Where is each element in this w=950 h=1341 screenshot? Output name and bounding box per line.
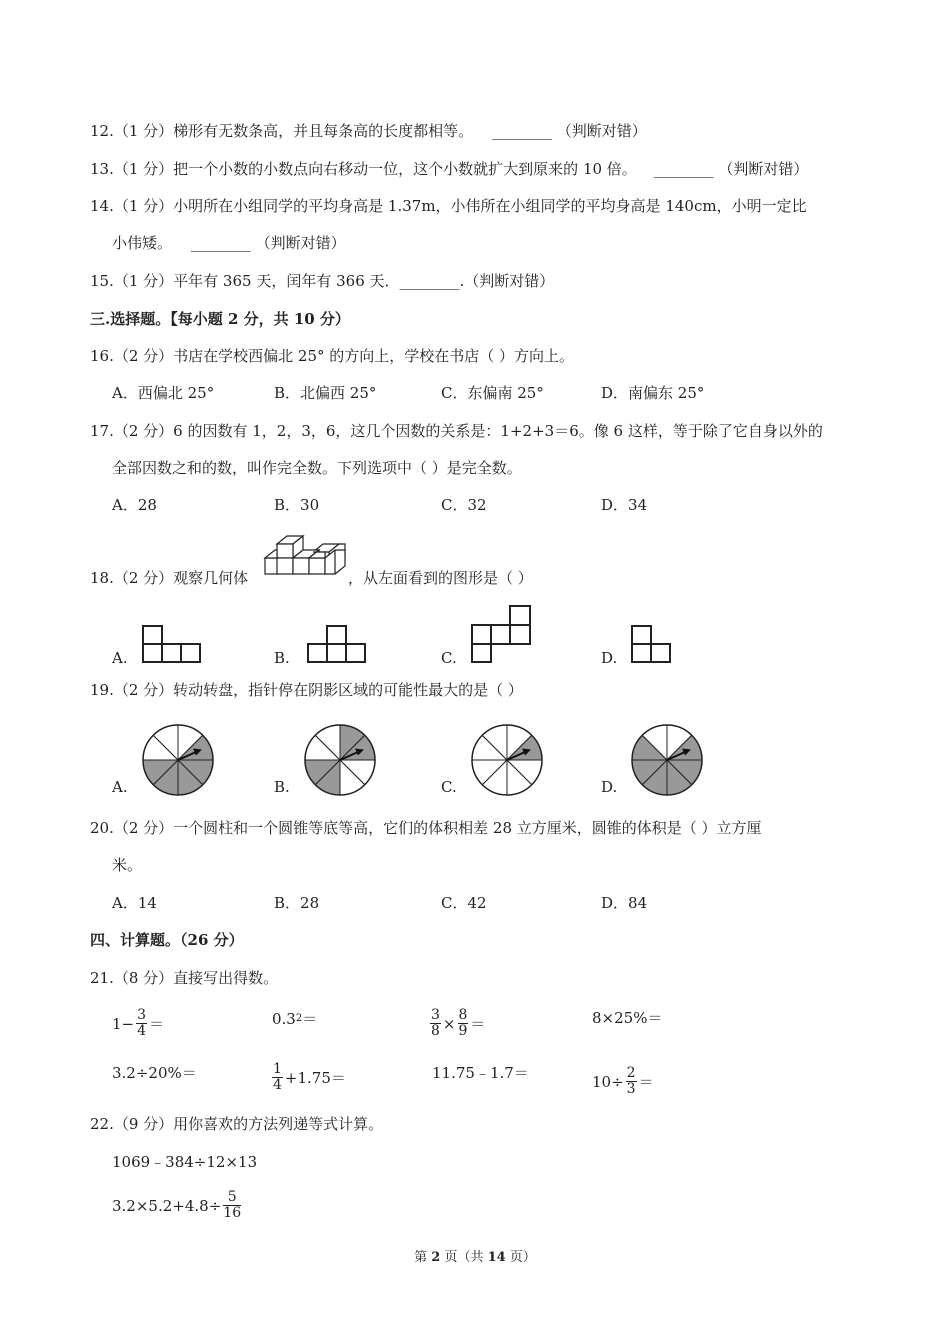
q21-e8-den: 3 (626, 1081, 636, 1097)
q15-text: 15.（1 分）平年有 365 天，闰年有 366 天． (90, 272, 400, 290)
q21-e3-frac1 (430, 1008, 441, 1039)
q20-option-d[interactable]: D．84 (601, 894, 648, 912)
q12-tail: （判断对错） (556, 122, 647, 140)
q21-expr-1 (112, 1008, 164, 1039)
section4-heading: 四、计算题。（26 分） (90, 931, 244, 949)
q14-blank: ________ (190, 234, 251, 252)
q21-expr-2 (272, 1008, 317, 1029)
q17-option-c[interactable]: C．32 (441, 496, 487, 514)
q20-line1: 20.（2 分）一个圆柱和一个圆锥等底等高，它们的体积相差 28 立方厘米，圆锥的体积是（ ）立方厘 (90, 819, 762, 837)
q16-option-b[interactable]: B．北偏西 25° (274, 384, 377, 402)
q17-option-d[interactable]: D．34 (601, 496, 648, 514)
q15-tail: .（判断对错） (459, 272, 555, 290)
q22-e2-den: 16 (223, 1205, 242, 1221)
section3-heading: 三.选择题。【每小题 2 分，共 10 分） (90, 310, 350, 328)
q18-view-b (306, 624, 368, 664)
q21-expr-7: 11.75﹣1.7＝ (432, 1064, 529, 1082)
q18-suffix: ，从左面看到的图形是（ ） (348, 569, 533, 587)
q21-e6-num: 1 (273, 1061, 282, 1077)
q18-option-c[interactable]: C. (441, 649, 457, 667)
q18-option-a[interactable]: A. (112, 649, 128, 667)
q21-e3-d2: 9 (458, 1023, 468, 1039)
q17-line1: 17.（2 分）6 的因数有 1，2，3，6，这几个因数的关系是：1+2+3＝6。像 6 这样，等于除了它自身以外的 (90, 422, 823, 440)
q20-line2: 米。 (112, 856, 143, 874)
footer-total: 14 (487, 1250, 506, 1265)
q16-option-d[interactable]: D．南偏东 25° (601, 384, 705, 402)
q21-e6-post: +1.75＝ (284, 1069, 346, 1087)
footer-page: 2 (431, 1250, 441, 1265)
q21-expr-4: 8×25%＝ (592, 1009, 663, 1027)
q21-expr-3 (428, 1008, 485, 1039)
q18-option-b[interactable]: B. (274, 649, 290, 667)
q21-expr-5: 3.2÷20%＝ (112, 1064, 197, 1082)
page-footer (0, 1246, 950, 1265)
q21-expr-8 (592, 1066, 654, 1097)
q21-expr-6 (270, 1062, 346, 1093)
q22-expr-2 (112, 1190, 243, 1221)
q12-text: 12.（1 分）梯形有无数条高，并且每条高的长度都相等。 (90, 122, 474, 140)
q20-option-b[interactable]: B．28 (274, 894, 320, 912)
q13-blank: ________ (653, 160, 714, 178)
q18-view-d (630, 624, 674, 664)
q16-option-c[interactable]: C．东偏南 25° (441, 384, 544, 402)
q22-e2-frac (223, 1190, 241, 1221)
footer-pre: 第 (414, 1250, 432, 1265)
footer-post: 页） (505, 1250, 536, 1265)
q19-spinner-b (302, 722, 378, 798)
q19-option-c[interactable]: C. (441, 778, 457, 796)
q17-line2: 全部因数之和的数，叫作完全数。下列选项中（ ）是完全数。 (112, 459, 522, 477)
q19-spinner-a (140, 722, 216, 798)
q15-blank: ________ (399, 272, 460, 290)
q21-e2-base: 0.3 (272, 1009, 296, 1028)
q19-text: 19.（2 分）转动转盘，指针停在阴影区域的可能性最大的是（ ） (90, 681, 523, 699)
q17-option-a[interactable]: A．28 (112, 496, 157, 514)
q20-option-c[interactable]: C．42 (441, 894, 487, 912)
q22-expr-1: 1069﹣384÷12×13 (112, 1153, 258, 1171)
q18-option-d[interactable]: D. (601, 649, 618, 667)
q18-view-c (470, 604, 534, 664)
q21-e6-den: 4 (273, 1077, 282, 1093)
q21-e8-post: ＝ (638, 1073, 654, 1091)
q21-e8-num: 2 (626, 1065, 636, 1081)
q19-spinner-d (629, 722, 705, 798)
q20-option-a[interactable]: A．14 (112, 894, 157, 912)
q14-line1: 14.（1 分）小明所在小组同学的平均身高是 1.37m，小伟所在小组同学的平均身高是 140cm，小明一定比 (90, 197, 807, 215)
q12 (90, 121, 647, 141)
q21-e1-den: 4 (137, 1023, 147, 1039)
q19-option-d[interactable]: D. (601, 778, 618, 796)
q14-line2 (112, 233, 346, 253)
q21-text: 21.（8 分）直接写出得数。 (90, 969, 279, 987)
q13 (90, 159, 808, 179)
footer-mid: 页（共 (440, 1250, 488, 1265)
q21-e3-post: ＝ (470, 1015, 486, 1033)
q22-e2-num: 5 (223, 1190, 241, 1206)
q16-text: 16.（2 分）书店在学校西偏北 25° 的方向上，学校在书店（ ）方向上。 (90, 347, 575, 365)
q21-e3-n2: 8 (458, 1007, 468, 1023)
q21-e8-pre: 10÷ (592, 1072, 624, 1091)
q21-e1-num: 3 (137, 1007, 147, 1023)
q18-prefix: 18.（2 分）观察几何体 (90, 569, 249, 587)
q21-e8-frac (626, 1066, 637, 1097)
q14-tail: （判断对错） (255, 234, 346, 252)
q14-text: 小伟矮。 (112, 234, 173, 252)
q21-e3-n1: 3 (431, 1007, 440, 1023)
q17-option-b[interactable]: B．30 (274, 496, 320, 514)
q19-option-b[interactable]: B. (274, 778, 290, 796)
q13-text: 13.（1 分）把一个小数的小数点向右移动一位，这个小数就扩大到原来的 10 倍。 (90, 160, 637, 178)
q19-option-a[interactable]: A. (112, 778, 128, 796)
q21-e2-post: ＝ (302, 1010, 318, 1028)
q21-e1-frac (136, 1008, 147, 1039)
q12-blank: ________ (491, 122, 552, 140)
q16-option-a[interactable]: A．西偏北 25° (112, 384, 215, 402)
q21-e3-d1: 8 (431, 1023, 440, 1039)
q15 (90, 271, 554, 291)
q21-e1-pre: 1− (112, 1014, 135, 1033)
q21-e2-sup: 2 (295, 1013, 303, 1024)
q19-spinner-c (469, 722, 545, 798)
q22-text: 22.（9 分）用你喜欢的方法列递等式计算。 (90, 1115, 384, 1133)
q21-e1-post: ＝ (149, 1015, 165, 1033)
q21-e6-frac (272, 1062, 283, 1093)
q18-view-a (141, 624, 203, 664)
q21-e3-frac2 (458, 1008, 469, 1039)
q18-solid-figure (263, 530, 348, 580)
q21-e3-op: × (442, 1014, 456, 1033)
q13-tail: （判断对错） (718, 160, 809, 178)
q22-e2-pre: 3.2×5.2+4.8÷ (112, 1196, 222, 1215)
